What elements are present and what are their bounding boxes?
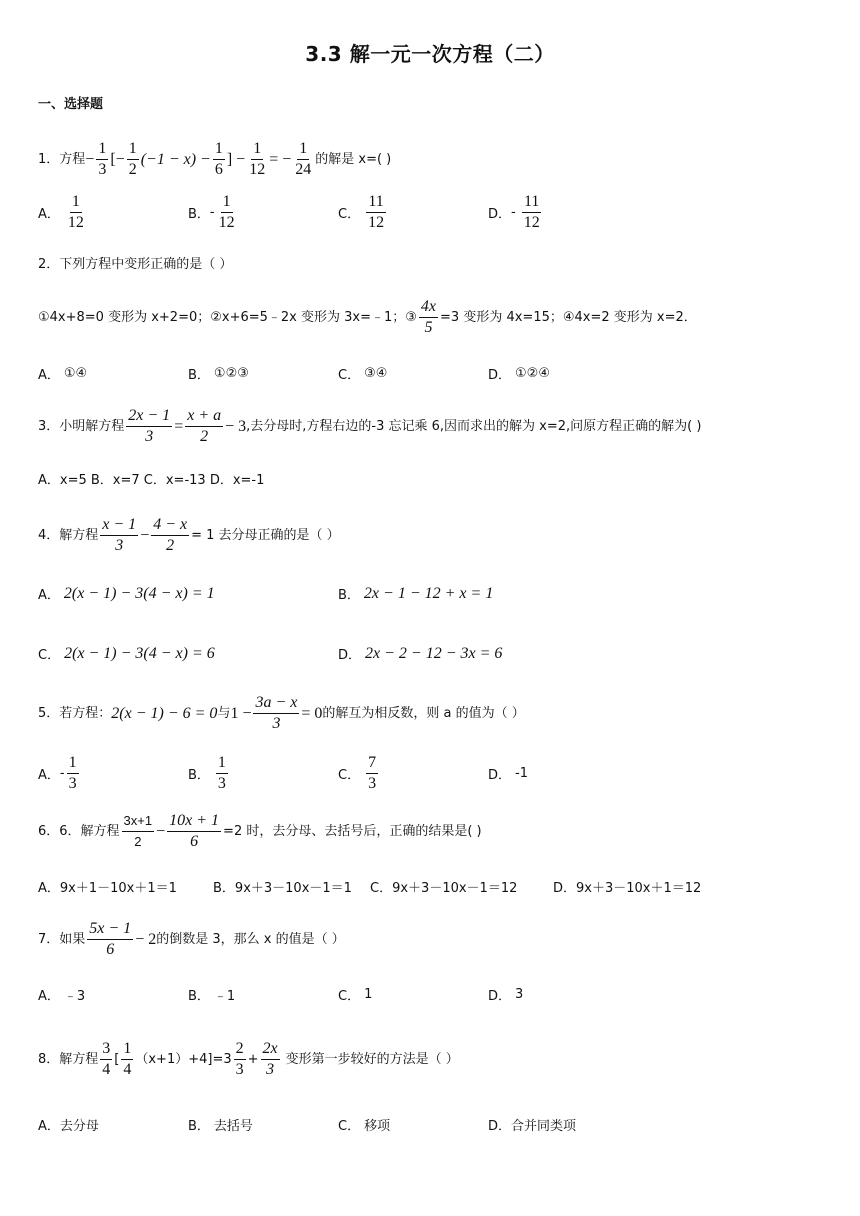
q1-fraction-1: $\frac{1}{3}$ <box>98 140 107 178</box>
q7-option-a[interactable]: A． ﹣3 <box>38 989 86 1004</box>
q5-fraction: $\frac{3a - x}{3}$ <box>255 694 298 732</box>
q3-tail: ,去分母时,方程右边的-3 忘记乘 6,因而求出的解为 x=2,问原方程正确的解为( ) <box>246 418 702 434</box>
q8-tail: 变形第一步较好的方法是（ ） <box>285 1051 459 1067</box>
q5-option-d[interactable]: D． -1 <box>488 766 528 783</box>
q8-bracket: [ <box>114 1051 120 1067</box>
q6-option-a[interactable]: A． 9x＋1－10x＋1＝1 <box>38 881 177 896</box>
q4-lead: 4．解方程 <box>38 527 99 543</box>
q8-plus: + <box>247 1051 259 1067</box>
q5-option-a-fraction: $\frac{1}{3}$ <box>68 754 77 792</box>
q6-fraction-2: $\frac{10x + 1}{6}$ <box>169 812 220 850</box>
question-4 <box>38 516 340 555</box>
q2-part-2: =3 变形为 4x=15；④4x=2 变形为 x=2． <box>440 309 697 325</box>
q1-fraction-2: $\frac{1}{2}$ <box>128 140 137 178</box>
q3-lead: 3．小明解方程 <box>38 418 125 434</box>
q7-tail: 的倒数是 3，那么 x 的值是（ ） <box>156 931 345 947</box>
q1-paren-expr: (−1 − x) − <box>140 150 211 168</box>
q1-fraction-3: $\frac{1}{6}$ <box>214 140 223 178</box>
q5-one-minus: 1 − <box>230 704 252 722</box>
q7-option-c[interactable]: C． 1 <box>338 987 373 1004</box>
q8-mid: （x+1）+4]=3 <box>135 1051 232 1067</box>
q1-option-c[interactable]: C． $\frac{11}{12}$ <box>338 193 385 231</box>
q4-fraction-1: $\frac{x - 1}{3}$ <box>102 516 137 554</box>
q2-option-b[interactable]: B． ①②③ <box>188 366 249 383</box>
q6-tail: =2 时，去分母、去括号后，正确的结果是( ) <box>223 823 482 839</box>
q2-part-1: ①4x+8=0 变形为 x+2=0；②x+6=5﹣2x 变形为 3x=﹣1；③ <box>38 309 417 325</box>
q8-option-a[interactable]: A． 去分母 <box>38 1119 99 1134</box>
q8-option-b[interactable]: B． 去括号 <box>188 1119 253 1134</box>
q6-option-d[interactable]: D． 9x＋3－10x＋1＝12 <box>553 881 702 896</box>
q7-option-b[interactable]: B． ﹣1 <box>188 989 236 1004</box>
q8-fraction-3: $\frac{2}{3}$ <box>235 1040 244 1078</box>
q4-option-d[interactable]: D． 2x − 2 − 12 − 3x = 6 <box>338 644 503 663</box>
q1-lead: 方程 <box>59 151 86 167</box>
q8-option-d[interactable]: D． 合并同类项 <box>488 1119 577 1134</box>
question-2: 2．下列方程中变形正确的是（ ） <box>38 257 233 272</box>
q3-fraction-1: $\frac{2x - 1}{3}$ <box>128 407 171 445</box>
q5-equals-zero: = 0 <box>301 704 323 722</box>
q1-number: 1． <box>38 151 60 167</box>
q5-option-b[interactable]: B． $\frac{1}{3}$ <box>188 754 226 792</box>
question-3 <box>38 407 701 446</box>
question-7 <box>38 920 345 959</box>
q1-minus: − <box>85 150 95 168</box>
q3-fraction-2: $\frac{x + a}{2}$ <box>187 407 222 445</box>
q8-option-c[interactable]: C． 移项 <box>338 1119 391 1134</box>
q2-option-c[interactable]: C． ③④ <box>338 366 388 383</box>
q3-equals: = <box>174 417 184 435</box>
q5-mid: 与 <box>217 705 231 721</box>
q5-option-b-fraction: $\frac{1}{3}$ <box>217 754 226 792</box>
q1-option-d[interactable]: D． - $\frac{11}{12}$ <box>488 193 540 231</box>
q1-option-d-fraction: $\frac{11}{12}$ <box>523 193 540 231</box>
q4-option-a[interactable]: A． 2(x − 1) − 3(4 − x) = 1 <box>38 584 215 603</box>
q8-lead: 8．解方程 <box>38 1051 99 1067</box>
q2-option-a[interactable]: A． ①④ <box>38 366 88 383</box>
q5-option-c-fraction: $\frac{7}{3}$ <box>368 754 377 792</box>
q8-fraction-4: $\frac{2x}{3}$ <box>262 1040 278 1078</box>
q5-lead: 5．若方程： <box>38 705 112 721</box>
q1-fraction-5: $\frac{1}{24}$ <box>295 140 312 178</box>
q1-fraction-4: $\frac{1}{12}$ <box>249 140 266 178</box>
q4-tail: = 1 去分母正确的是（ ） <box>191 527 340 543</box>
q8-fraction-2: $\frac{1}{4}$ <box>123 1040 132 1078</box>
q1-option-b-fraction: $\frac{1}{12}$ <box>218 193 235 231</box>
q3-options[interactable]: A．x=5 B．x=7 C．x=-13 D．x=-1 <box>38 473 265 488</box>
q5-option-a[interactable]: A． - $\frac{1}{3}$ <box>38 754 77 792</box>
q3-minus-three: − 3 <box>225 417 247 435</box>
section-heading: 一、选择题 <box>38 97 104 112</box>
q4-fraction-2: $\frac{4 - x}{2}$ <box>153 516 188 554</box>
q1-option-c-fraction: $\frac{11}{12}$ <box>368 193 385 231</box>
q7-option-d[interactable]: D． 3 <box>488 987 524 1004</box>
q1-option-b[interactable]: B． - $\frac{1}{12}$ <box>188 193 235 231</box>
question-6 <box>38 812 482 851</box>
q6-option-c[interactable]: C． 9x＋3－10x－1＝12 <box>370 881 518 896</box>
q1-equals: = − <box>269 150 292 168</box>
q2-fraction: $\frac{4x}{5}$ <box>420 298 437 336</box>
q5-tail: 的解互为相反数，则 a 的值为（ ） <box>322 705 525 721</box>
q1-option-a[interactable]: A． $\frac{1}{12}$ <box>38 193 84 231</box>
q8-fraction-1: $\frac{3}{4}$ <box>102 1040 111 1078</box>
q4-option-b[interactable]: B． 2x − 1 − 12 + x = 1 <box>338 584 494 603</box>
q1-tail: 的解是 x=( ) <box>315 151 392 167</box>
q7-minus-two: − 2 <box>135 930 157 948</box>
q7-fraction: $\frac{5x - 1}{6}$ <box>89 920 132 958</box>
question-1 <box>38 140 391 179</box>
question-8 <box>38 1040 459 1079</box>
q4-option-c[interactable]: C． 2(x − 1) − 3(4 − x) = 6 <box>38 644 215 663</box>
q4-minus: − <box>140 526 150 544</box>
question-5 <box>38 694 525 733</box>
q6-lead: 6．6．解方程 <box>38 823 120 839</box>
q6-fraction-1: $\frac{3x+1}{2}$ <box>123 813 153 849</box>
q7-lead: 7．如果 <box>38 931 86 947</box>
q2-statements <box>38 298 697 337</box>
q5-option-c[interactable]: C． $\frac{7}{3}$ <box>338 754 377 792</box>
q2-option-d[interactable]: D． ①②④ <box>488 366 550 383</box>
q1-option-a-fraction: $\frac{1}{12}$ <box>67 193 84 231</box>
q1-bracket-close: ] − <box>226 150 246 168</box>
q5-equation-1: 2(x − 1) − 6 = 0 <box>111 704 218 722</box>
q6-option-b[interactable]: B． 9x＋3－10x－1＝1 <box>213 881 352 896</box>
q1-bracket-open: [− <box>110 150 125 168</box>
page-title: 3.3 解一元一次方程（二） <box>305 42 555 66</box>
q6-minus: − <box>156 822 166 840</box>
